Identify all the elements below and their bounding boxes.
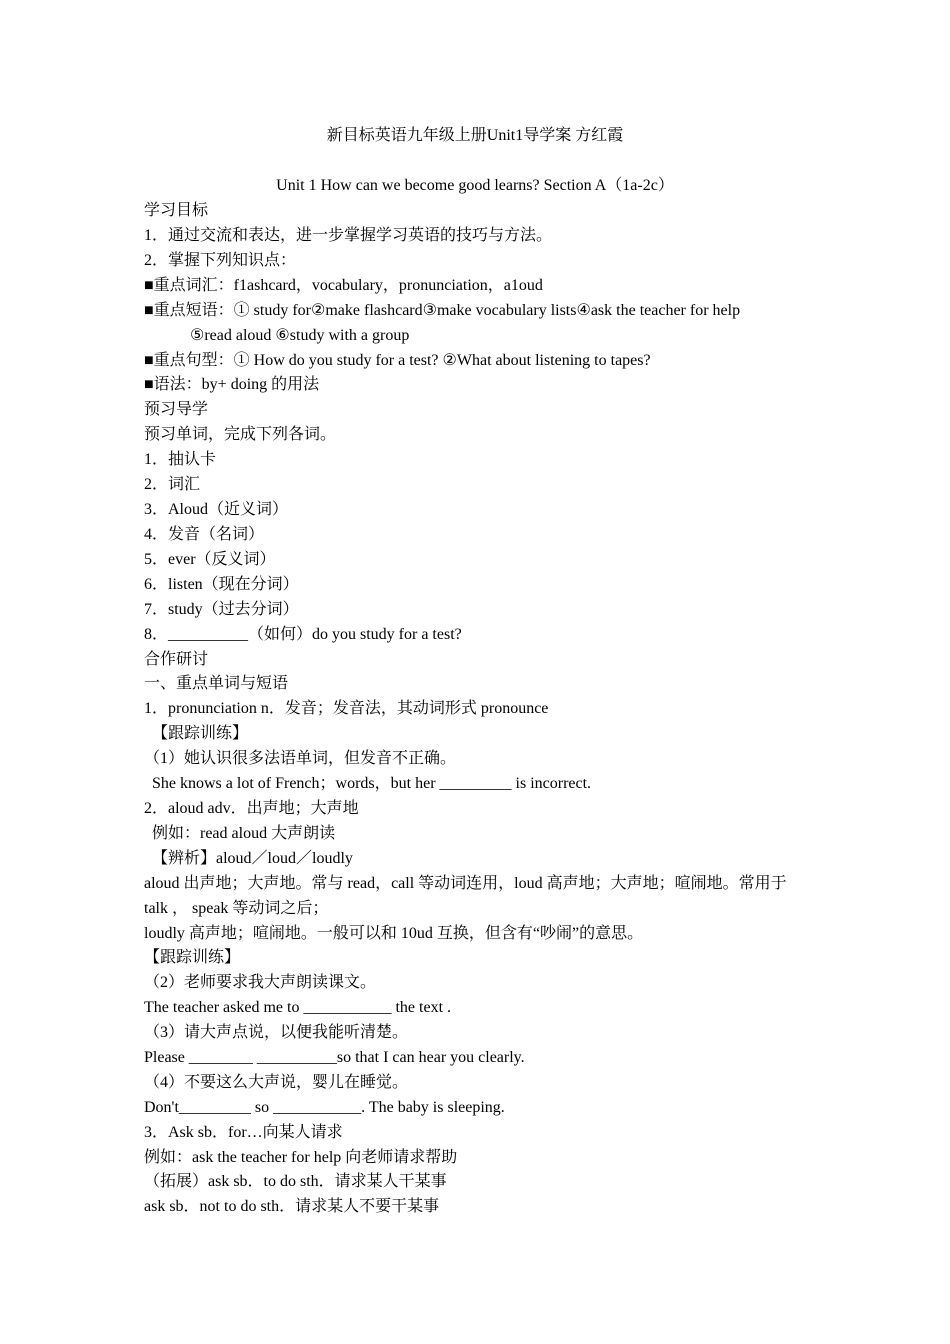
section-heading-discussion: 合作研讨 <box>144 651 209 668</box>
text-line: 2．掌握下列知识点： <box>144 252 297 269</box>
text-line: 6．listen（现在分词） <box>144 576 299 593</box>
text-line: 1．抽认卡 <box>144 451 217 468</box>
text-line: （3）请大声点说，以便我能听清楚。 <box>144 1024 409 1041</box>
text-line: ⑤read aloud ⑥study with a group <box>190 327 410 344</box>
text-line: 3．Ask sb．for…向某人请求 <box>144 1124 343 1141</box>
text-line: 5．ever（反义词） <box>144 551 276 568</box>
text-line: 7．study（过去分词） <box>144 601 299 618</box>
text-line: 3．Aloud（近义词） <box>144 501 289 518</box>
text-line: 【跟踪训练】 <box>152 725 249 742</box>
text-line: 2．词汇 <box>144 476 201 493</box>
text-line: 4．发音（名词） <box>144 526 265 543</box>
text-line: 2．aloud adv．出声地；大声地 <box>144 800 359 817</box>
text-line: （拓展）ask sb．to do sth．请求某人干某事 <box>144 1173 447 1190</box>
section-heading-objectives: 学习目标 <box>144 202 209 219</box>
text-line: talk ， speak 等动词之后； <box>144 900 329 917</box>
text-line: （2）老师要求我大声朗读课文。 <box>144 974 377 991</box>
text-line: 一、重点单词与短语 <box>144 675 289 692</box>
text-line: ■重点短语：① study for②make flashcard③make vocabulary lists④ask the teacher for help <box>144 302 741 319</box>
text-line: 例如：ask the teacher for help 向老师请求帮助 <box>144 1149 458 1166</box>
text-line: 【跟踪训练】 <box>144 949 241 966</box>
text-line: ■语法：by+ doing 的用法 <box>144 376 320 393</box>
text-line: Don't_________ so ___________. The baby is sleeping. <box>144 1099 505 1116</box>
text-line: ■重点句型：① How do you study for a test? ②What about listening to tapes? <box>144 352 651 369</box>
text-line: 预习单词，完成下列各词。 <box>144 426 337 443</box>
text-line: She knows a lot of French；words，but her _________ is incorrect. <box>152 775 592 792</box>
document-title: 新目标英语九年级上册Unit1导学案 方红霞 <box>326 127 624 144</box>
document-subtitle: Unit 1 How can we become good learns? Section A（1a-2c） <box>276 177 674 194</box>
section-heading-preview: 预习导学 <box>144 401 209 418</box>
text-line: ■重点词汇：f1ashcard，vocabulary，pronunciation，a1oud <box>144 277 543 294</box>
text-line: The teacher asked me to ___________ the text . <box>144 999 452 1016</box>
text-line: 【辨析】aloud／loud／loudly <box>152 850 353 867</box>
text-line: 1．通过交流和表达，进一步掌握学习英语的技巧与方法。 <box>144 227 553 244</box>
text-line: loudly 高声地；喧闹地。一般可以和 10ud 互换，但含有“吵闹”的意思。 <box>144 925 644 942</box>
text-line: （1）她认识很多法语单词，但发音不正确。 <box>144 750 457 767</box>
text-line: Please ________ __________so that I can hear you clearly. <box>144 1049 525 1066</box>
text-line: aloud 出声地；大声地。常与 read，call 等动词连用，loud 高声地；大声地；喧闹地。常用于 <box>144 875 787 892</box>
text-line: （4）不要这么大声说，婴儿在睡觉。 <box>144 1074 409 1091</box>
text-line: ask sb．not to do sth．请求某人不要干某事 <box>144 1198 440 1215</box>
text-line: 例如：read aloud 大声朗读 <box>152 825 336 842</box>
text-line: 8．__________（如何）do you study for a test? <box>144 626 462 643</box>
text-line: 1．pronunciation n．发音；发音法，其动词形式 pronounce <box>144 700 549 717</box>
